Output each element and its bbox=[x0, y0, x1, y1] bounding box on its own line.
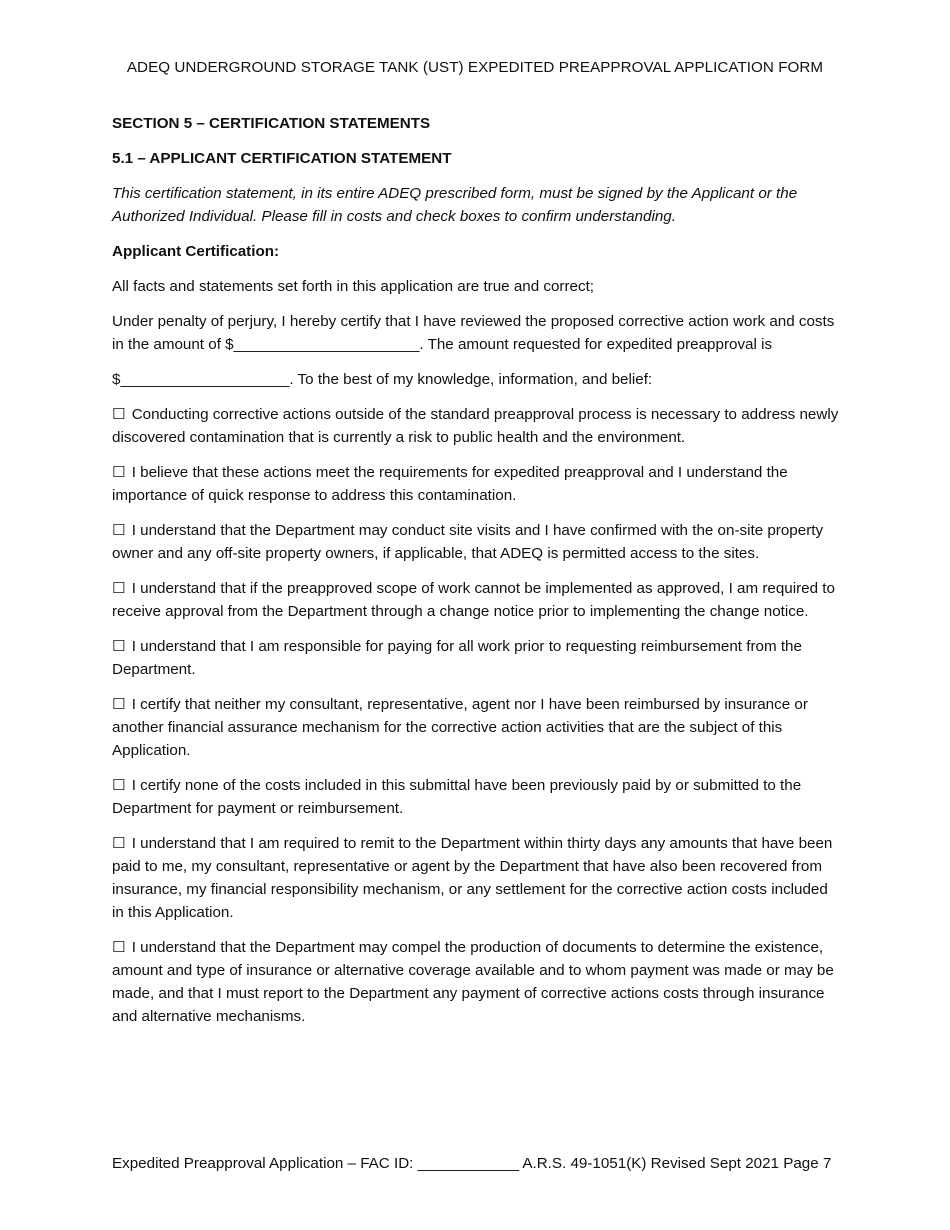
cost-amount-field[interactable]: ______________________ bbox=[233, 336, 420, 353]
certification-item-text: I understand that if the preapproved scope of work cannot be implemented as approved, I am required to receive approval from the Department through a change notice prior to implementing the change notice. bbox=[112, 580, 835, 620]
certification-item-text: I certify none of the costs included in this submittal have been previously paid by or submitted to the Department for payment or reimbursement. bbox=[112, 777, 802, 817]
certification-checkbox[interactable]: ☐ bbox=[112, 521, 126, 539]
section-title: SECTION 5 – CERTIFICATION STATEMENTS bbox=[112, 115, 431, 132]
requested-amount-line bbox=[112, 368, 842, 391]
certification-checkbox[interactable]: ☐ bbox=[112, 405, 126, 423]
certification-item bbox=[112, 936, 842, 1028]
perjury-text-part2: . The amount requested for expedited preapproval is bbox=[419, 336, 773, 353]
certification-checkbox[interactable]: ☐ bbox=[112, 695, 126, 713]
certification-item-text: I certify that neither my consultant, representative, agent nor I have been reimbursed by insurance or another financial assurance mechanism for the corrective action activities that are the subject of this Application. bbox=[112, 696, 808, 759]
certification-checkbox[interactable]: ☐ bbox=[112, 938, 126, 956]
certification-checkbox[interactable]: ☐ bbox=[112, 463, 126, 481]
intro-instructions: This certification statement, in its entire ADEQ prescribed form, must be signed by the Applicant or the Authorized Individual. Please fill in costs and check boxes to confirm understanding. bbox=[112, 185, 798, 225]
dollar-sign: $ bbox=[112, 371, 121, 388]
perjury-text-part1: Under penalty of perjury, I hereby certify that I have reviewed the proposed corrective action work and costs in the amount of $ bbox=[112, 313, 835, 353]
certification-item bbox=[112, 461, 842, 507]
perjury-statement bbox=[112, 310, 842, 356]
certification-item-text: I understand that the Department may compel the production of documents to determine the existence, amount and type of insurance or alternative coverage available and to whom payment was made or may be made, and that I must report to the Department any payment of corrective actions costs through insurance and alternative mechanisms. bbox=[112, 939, 834, 1025]
certification-item bbox=[112, 519, 842, 565]
certification-item bbox=[112, 577, 842, 623]
certification-item bbox=[112, 403, 842, 449]
certification-item bbox=[112, 832, 842, 924]
certification-checkbox[interactable]: ☐ bbox=[112, 834, 126, 852]
form-header: ADEQ UNDERGROUND STORAGE TANK (UST) EXPEDITED PREAPPROVAL APPLICATION FORM bbox=[126, 59, 824, 76]
certification-checkbox[interactable]: ☐ bbox=[112, 579, 126, 597]
section-content bbox=[112, 112, 842, 1040]
certification-item bbox=[112, 635, 842, 681]
page-footer: Expedited Preapproval Application – FAC ID: ____________ A.R.S. 49-1051(K) Revised Sept 2021 Page 7 bbox=[112, 1155, 832, 1172]
certification-item-text: Conducting corrective actions outside of the standard preapproval process is necessary to address newly discovered contamination that is currently a risk to public health and the environment. bbox=[112, 406, 839, 446]
certification-checkbox[interactable]: ☐ bbox=[112, 776, 126, 794]
certification-item-text: I understand that I am required to remit to the Department within thirty days any amounts that have been paid to me, my consultant, representative or agent by the Department that have also been recovered from insurance, my financial responsibility mechanism, or any settlement for the corrective action costs included in this Application. bbox=[112, 835, 833, 921]
certification-item bbox=[112, 774, 842, 820]
requested-amount-field[interactable]: ____________________ bbox=[120, 371, 290, 388]
certification-item-text: I believe that these actions meet the requirements for expedited preapproval and I understand the importance of quick response to address this contamination. bbox=[112, 464, 788, 504]
belief-text: . To the best of my knowledge, information, and belief: bbox=[289, 371, 653, 388]
certification-item-text: I understand that the Department may conduct site visits and I have confirmed with the on-site property owner and any off-site property owners, if applicable, that ADEQ is permitted access to the sites. bbox=[112, 522, 824, 562]
certification-checkbox[interactable]: ☐ bbox=[112, 637, 126, 655]
subsection-title: 5.1 – APPLICANT CERTIFICATION STATEMENT bbox=[112, 150, 452, 167]
certification-heading: Applicant Certification: bbox=[112, 243, 280, 260]
certification-item-text: I understand that I am responsible for paying for all work prior to requesting reimbursement from the Department. bbox=[112, 638, 802, 678]
facts-statement: All facts and statements set forth in this application are true and correct; bbox=[112, 278, 595, 295]
certification-item bbox=[112, 693, 842, 762]
